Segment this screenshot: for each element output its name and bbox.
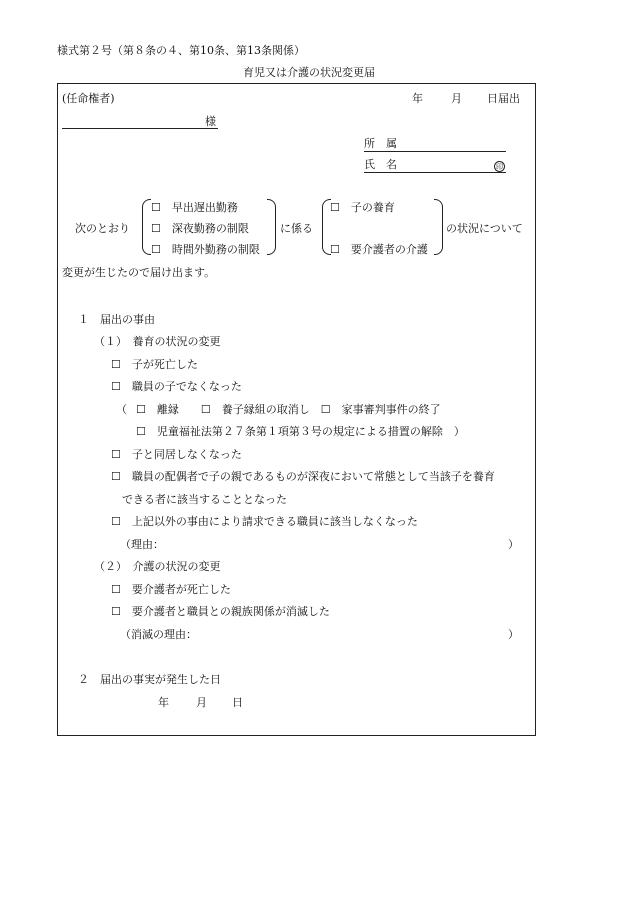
- option-nursing-care[interactable]: ☐ 要介護者の介護: [330, 243, 428, 256]
- addressee-suffix: 様: [205, 115, 216, 128]
- seal-icon: 印: [496, 162, 503, 171]
- addressee-line[interactable]: [62, 128, 218, 129]
- occurrence-day-label: 日: [232, 696, 243, 709]
- date-year-label: 年: [412, 92, 423, 105]
- item-welfare-law[interactable]: ☐ 児童福祉法第２７条第１項第３号の規定による措置の解除 ）: [136, 425, 465, 438]
- extinction-label: （消滅の理由：: [120, 628, 197, 641]
- item-spouse-line-2: できる者に該当することとなった: [122, 493, 287, 506]
- item-care-died[interactable]: ☐ 要介護者が死亡した: [111, 583, 231, 596]
- section-1-1-heading: （１） 養育の状況の変更: [94, 335, 221, 348]
- left-paren-1: [142, 199, 151, 255]
- intro-line-2: 変更が生じたので届け出ます。: [62, 266, 216, 279]
- date-month-label: 月: [451, 92, 462, 105]
- form-title: 育児又は介護の状況変更届: [243, 66, 375, 79]
- option-early-late[interactable]: ☐ 早出遅出勤務: [151, 201, 238, 214]
- item-adoption-dissolved[interactable]: ☐ 離縁 ☐ 養子縁組の取消し ☐ 家事審判事件の終了: [136, 403, 441, 416]
- option-overtime-limit[interactable]: ☐ 時間外勤務の制限: [151, 243, 260, 256]
- item-relation-ended[interactable]: ☐ 要介護者と職員との親族関係が消滅した: [111, 605, 330, 618]
- item-other-reason[interactable]: ☐ 上記以外の事由により請求できる職員に該当しなくなった: [111, 515, 418, 528]
- connector-text: に係る: [280, 222, 313, 235]
- name-label: 氏 名: [364, 158, 397, 171]
- item-not-child[interactable]: ☐ 職員の子でなくなった: [111, 380, 242, 393]
- option-child-care[interactable]: ☐ 子の養育: [330, 201, 395, 214]
- seal-mark: [494, 159, 505, 173]
- right-paren-2: [434, 199, 443, 255]
- occurrence-year-label: 年: [158, 696, 169, 709]
- affiliation-label: 所 属: [364, 137, 397, 150]
- affiliation-field[interactable]: [364, 151, 506, 152]
- form-reference: 様式第２号（第８条の４、第10条、第13条関係）: [57, 44, 305, 57]
- paren-open: （: [116, 403, 127, 416]
- item-no-cohabit[interactable]: ☐ 子と同居しなくなった: [111, 448, 242, 461]
- appointer-label: (任命権者): [62, 92, 115, 105]
- item-child-died[interactable]: ☐ 子が死亡した: [111, 358, 198, 371]
- right-paren-1: [267, 199, 276, 255]
- occurrence-month-label: 月: [196, 696, 207, 709]
- status-suffix: の状況について: [446, 222, 523, 235]
- section-1-2-heading: （２） 介護の状況の変更: [94, 560, 221, 573]
- extinction-close: ）: [508, 628, 519, 641]
- section-1-heading: １ 届出の事由: [78, 313, 155, 326]
- reason-close: ）: [508, 538, 519, 551]
- reason-label: （理由：: [120, 538, 164, 551]
- section-2-heading: ２ 届出の事実が発生した日: [78, 673, 221, 686]
- name-field[interactable]: [364, 172, 506, 173]
- date-day-filed-label: 日届出: [487, 92, 520, 105]
- item-spouse-line-1[interactable]: ☐ 職員の配偶者で子の親であるものが深夜において常態として当該子を養育: [111, 470, 495, 483]
- option-night-limit[interactable]: ☐ 深夜勤務の制限: [151, 222, 249, 235]
- intro-lead: 次のとおり: [75, 222, 130, 235]
